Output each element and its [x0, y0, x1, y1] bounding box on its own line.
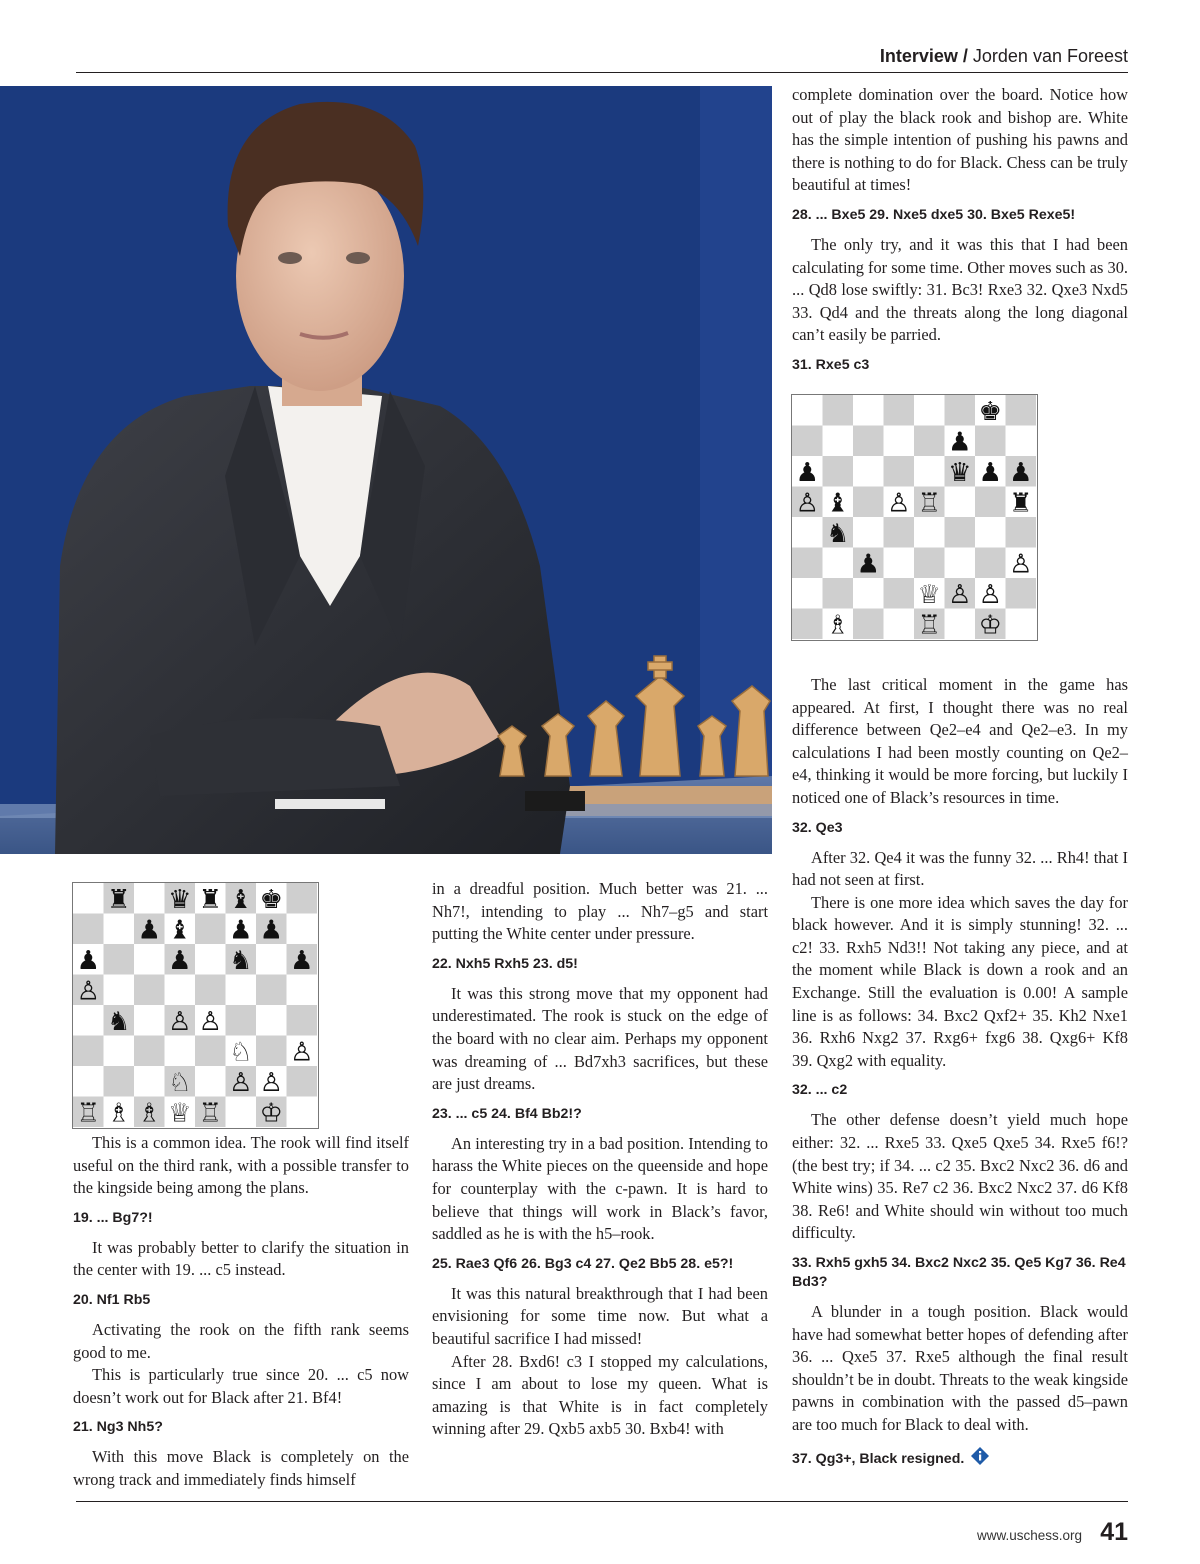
black-pawn-piece: ♟ [1009, 458, 1033, 489]
white-pawn-piece: ♙ [978, 580, 1002, 611]
board-square [104, 975, 135, 1006]
paragraph: The other defense doesn’t yield much hope either: 32. ... Rxe5 33. Qxe5 Qxe5 34. Rxe5 f6!? (the best try; if 34. ... c2 35. Bxc2 Nxc2 36. d6 and White wins) 35. Re7 c2 36. Bxc2 Nxc2 37. d6 Kf8 38. Re6! and White should win without too much difficulty. [792, 1110, 1128, 1243]
board-square [256, 1036, 287, 1067]
black-bishop-piece: ♝ [168, 915, 192, 946]
board-square [256, 1005, 287, 1036]
board-square [287, 883, 318, 914]
black-bishop-piece: ♝ [826, 488, 850, 519]
black-pawn-piece: ♟ [137, 915, 161, 946]
white-pawn-piece: ♙ [168, 1007, 192, 1038]
black-pawn-piece: ♟ [76, 946, 100, 977]
black-rook-piece: ♜ [198, 885, 222, 916]
end-of-article-icon [970, 1446, 990, 1472]
board-square [73, 1036, 104, 1067]
interview-subject: Jorden van Foreest [972, 46, 1128, 66]
player-photo [0, 86, 772, 854]
white-rook-piece: ♖ [198, 1098, 222, 1127]
page-footer [76, 1501, 1128, 1558]
black-knight-piece: ♞ [229, 946, 253, 977]
board-square [73, 914, 104, 945]
board-square [226, 1005, 257, 1036]
white-queen-piece: ♕ [917, 580, 941, 611]
white-pawn-piece: ♙ [76, 976, 100, 1007]
board-square [104, 1036, 135, 1067]
board-square [104, 1066, 135, 1097]
board-square [195, 975, 226, 1006]
white-pawn-piece: ♙ [948, 580, 972, 611]
page-number: 41 [1100, 1518, 1128, 1546]
white-bishop-piece: ♗ [826, 610, 850, 639]
board-square [287, 975, 318, 1006]
white-rook-piece: ♖ [917, 488, 941, 519]
paragraph: With this move Black is completely on the wrong track and immediately finds himself [73, 1447, 409, 1489]
diagram-space [792, 384, 1128, 674]
paragraph: This is particularly true since 20. ... c5 now doesn’t work out for Black after 21. Bf4! [73, 1365, 409, 1407]
white-rook-piece: ♖ [917, 610, 941, 639]
white-pawn-piece: ♙ [1009, 549, 1033, 580]
board-square [134, 1066, 165, 1097]
paragraph: After 32. Qe4 it was the funny 32. ... Rh4! that I had not seen at first. [792, 847, 1128, 890]
board-square [165, 975, 196, 1006]
board-square [287, 1097, 318, 1128]
running-header [76, 44, 1128, 73]
black-rook-piece: ♜ [1009, 488, 1033, 519]
board-square [195, 1066, 226, 1097]
paragraph: The last critical moment in the game has appeared. At first, I thought there was no real difference between Qe2–e4 and Qe2–e3. In my calculations I had been mostly counting on Qe2–e4, thinking it would be more forcing, but luckily I noticed one of Black’s resources in time. [792, 674, 1128, 807]
move-heading: 32. ... c2 [792, 1082, 848, 1099]
website-url: www.uschess.org [976, 1528, 1082, 1543]
move-heading: 22. Nxh5 Rxh5 23. d5! [432, 955, 578, 972]
paragraph: The only try, and it was this that I had been calculating for some time. Other moves such as 30. ... Qd8 lose swiftly: 31. Bc3! Rxe3 32. Qxe3 Nxd5 33. Qd4 and the threats along the long diagonal can’t easily be parried. [792, 234, 1128, 345]
move-heading: 23. ... c5 24. Bf4 Bb2!? [432, 1105, 582, 1122]
black-pawn-piece: ♟ [856, 549, 880, 580]
board-square [134, 1036, 165, 1067]
white-bishop-piece: ♗ [107, 1098, 131, 1127]
article-column-1 [73, 1132, 409, 1492]
black-rook-piece: ♜ [107, 885, 131, 916]
section-name: Interview [879, 46, 958, 66]
paragraph: complete domination over the board. Notice how out of play the black rook and bishop are. White has the simple intention of pushing his pawns and there is nothing to do for Black. Chess can be truly beautiful at times! [792, 85, 1128, 195]
black-knight-piece: ♞ [107, 1007, 131, 1038]
board-square [134, 975, 165, 1006]
move-heading: 21. Ng3 Nh5? [73, 1419, 163, 1436]
black-king-piece: ♚ [978, 397, 1002, 428]
board-square [134, 883, 165, 914]
board-square [134, 944, 165, 975]
white-knight-piece: ♘ [168, 1068, 192, 1099]
paragraph: This is a common idea. The rook will find itself useful on the third rank, with a possible transfer to the kingside being among the plans. [73, 1133, 409, 1198]
black-pawn-piece: ♟ [229, 915, 253, 946]
black-queen-piece: ♛ [948, 458, 972, 489]
board-square [287, 1005, 318, 1036]
white-king-piece: ♔ [259, 1098, 283, 1127]
move-heading: 25. Rae3 Qf6 26. Bg3 c4 27. Qe2 Bb5 28. e5?! [432, 1255, 734, 1272]
board-square [256, 944, 287, 975]
article-column-2 [432, 878, 768, 1441]
paragraph: There is one more idea which saves the day for black however. And it is simply stunning! 32. ... c2! 33. Rxh5 Nd3!! Not taking any piece, and at the moment while Black is down a rook and an Exchange. Still the evaluation is 0.00! A sample line is as follows: 34. Bxc2 Qxf2+ 35. Kh2 Nxe1 36. Rxh6 Nxg2 37. Rxg6+ fxg6 38. Qxg6+ Kf8 39. Qxg2 with equality. [792, 892, 1128, 1070]
black-pawn-piece: ♟ [948, 427, 972, 458]
white-pawn-piece: ♙ [259, 1068, 283, 1099]
board-square [165, 1036, 196, 1067]
white-pawn-piece: ♙ [290, 1037, 314, 1068]
move-heading: 19. ... Bg7?! [73, 1209, 153, 1226]
white-pawn-piece: ♙ [795, 488, 819, 519]
header-slash: / [957, 46, 973, 66]
paragraph: Activating the rook on the fifth rank seems good to me. [73, 1319, 409, 1362]
white-pawn-piece: ♙ [887, 488, 911, 519]
article-column-3 [792, 84, 1128, 1481]
white-bishop-piece: ♗ [137, 1098, 161, 1127]
board-square [226, 1097, 257, 1128]
white-rook-piece: ♖ [76, 1098, 100, 1127]
move-heading: 31. Rxe5 c3 [792, 356, 870, 373]
paragraph: It was probably better to clarify the situation in the center with 19. ... c5 instead. [73, 1237, 409, 1280]
paragraph: in a dreadful position. Much better was 21. ... Nh7!, intending to play ... Nh7–g5 and start putting the White center under pressure. [432, 879, 768, 944]
paragraph: An interesting try in a bad position. Intending to harass the White pieces on the queenside and hope for counterplay with the c-pawn. It is hard to believe that things will work in Black’s favor, saddled as he is with the h5–rook. [432, 1133, 768, 1244]
black-knight-piece: ♞ [826, 519, 850, 550]
move-heading: 33. Rxh5 gxh5 34. Bxc2 Nxc2 35. Qe5 Kg7 36. Re4 Bd3? [792, 1255, 1126, 1290]
paragraph: A blunder in a tough position. Black would have had somewhat better hopes of defending after 36. ... Qxe5 37. Rxe5 although the final result shouldn’t be in doubt. Threats to the weak kingside pawns in combination with the passed d5–pawn are too much for Black to deal with. [792, 1302, 1128, 1434]
black-pawn-piece: ♟ [259, 915, 283, 946]
black-king-piece: ♚ [259, 885, 283, 916]
paragraph: It was this strong move that my opponent had underestimated. The rook is stuck on the edge of the board with no clear aim. Perhaps my opponent was dreaming of ... Bd7xh3 sacrifices, but these are just dreams. [432, 983, 768, 1094]
board-square [195, 944, 226, 975]
board-square [104, 944, 135, 975]
white-knight-piece: ♘ [229, 1037, 253, 1068]
board-square [134, 1005, 165, 1036]
black-queen-piece: ♛ [168, 885, 192, 916]
final-move-heading [792, 1446, 1128, 1472]
move-heading: 20. Nf1 Rb5 [73, 1291, 151, 1308]
board-square [287, 914, 318, 945]
black-pawn-piece: ♟ [168, 946, 192, 977]
board-square [73, 883, 104, 914]
black-pawn-piece: ♟ [290, 946, 314, 977]
paragraph: It was this natural breakthrough that I had been envisioning for some time now. But what a beautiful sacrifice I had missed! [432, 1283, 768, 1348]
black-pawn-piece: ♟ [795, 458, 819, 489]
black-pawn-piece: ♟ [978, 458, 1002, 489]
white-pawn-piece: ♙ [198, 1007, 222, 1038]
board-square [256, 975, 287, 1006]
move-heading: 28. ... Bxe5 29. Nxe5 dxe5 30. Bxe5 Rexe5! [792, 206, 1076, 223]
white-king-piece: ♔ [978, 610, 1002, 639]
board-square [73, 1005, 104, 1036]
paragraph: After 28. Bxd6! c3 I stopped my calculations, since I am about to lose my queen. What is amazing is that White is in fact completely winning after 29. Qxb5 axb5 30. Bxb4! with [432, 1351, 768, 1439]
final-move-text: 37. Qg3+, Black resigned. [792, 1450, 965, 1467]
move-heading: 32. Qe3 [792, 819, 843, 836]
board-square [195, 1036, 226, 1067]
board-square [195, 914, 226, 945]
white-queen-piece: ♕ [168, 1098, 192, 1127]
player-photo-illustration [0, 86, 772, 854]
white-pawn-piece: ♙ [229, 1068, 253, 1099]
board-square [226, 975, 257, 1006]
board-square [287, 1066, 318, 1097]
chess-diagram-position-1 [72, 882, 319, 1129]
board-square [73, 1066, 104, 1097]
black-bishop-piece: ♝ [229, 885, 253, 916]
board-square [104, 914, 135, 945]
